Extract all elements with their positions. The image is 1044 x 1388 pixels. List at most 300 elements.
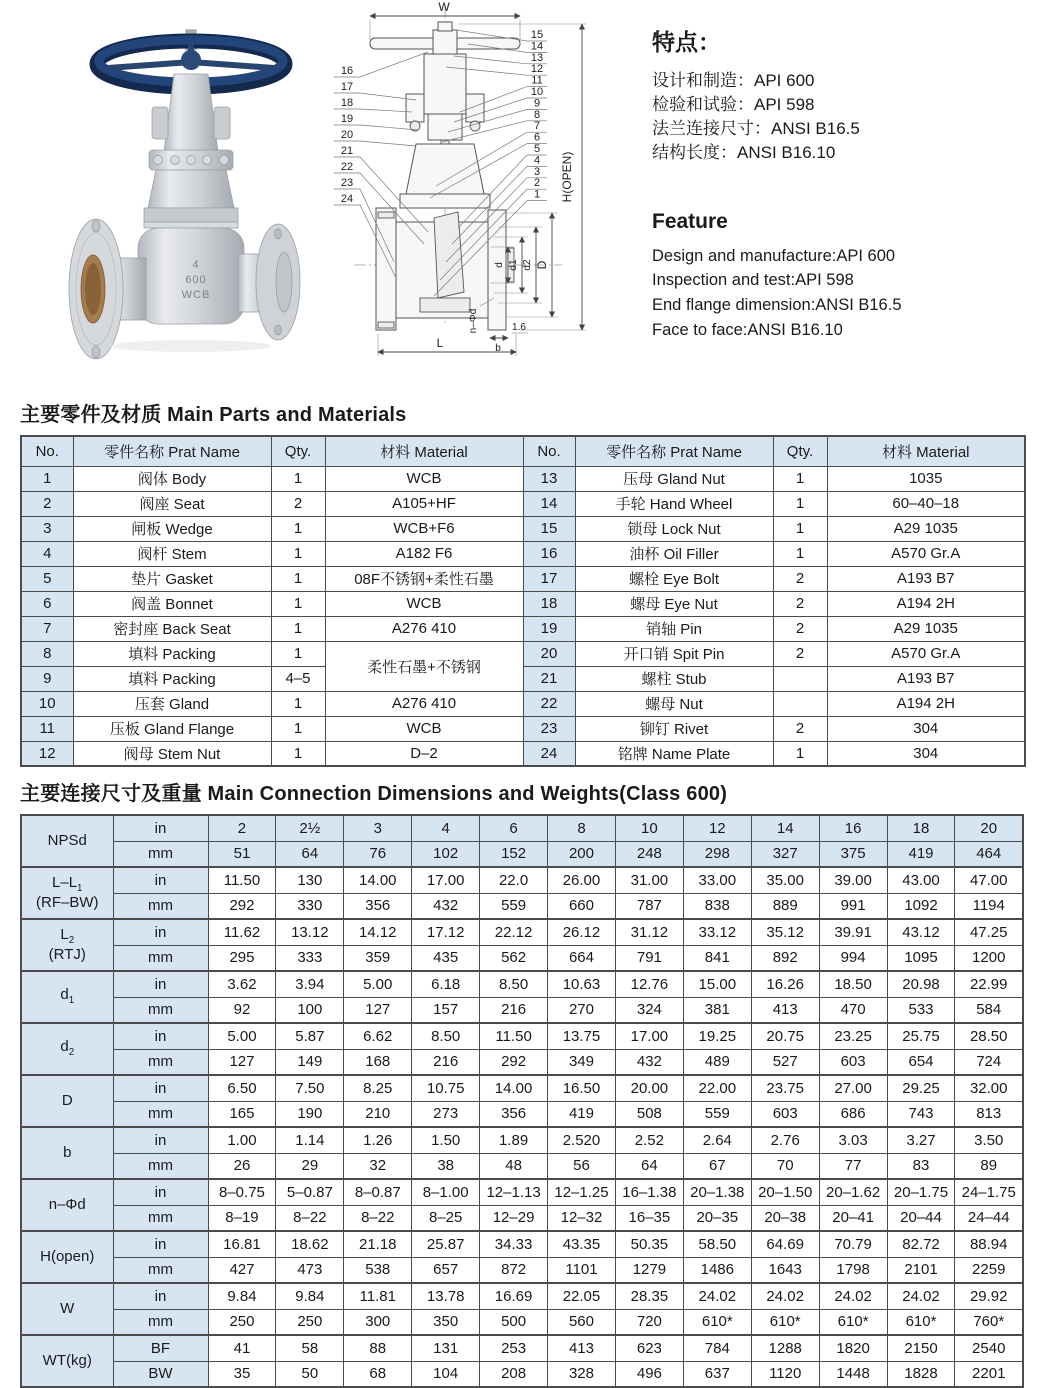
dims-value: 250	[208, 1309, 276, 1335]
parts-table-body	[21, 466, 1025, 766]
part-name: 阀母 Stem Nut	[73, 741, 271, 766]
dims-value: 29.25	[887, 1075, 955, 1101]
part-name: 开口销 Spit Pin	[575, 641, 773, 666]
dims-value: 35.12	[751, 919, 819, 945]
parts-row	[21, 566, 1025, 591]
part-material: A194 2H	[827, 691, 1025, 716]
col-header-qty: Qty.	[271, 436, 325, 466]
dims-row	[21, 815, 1023, 841]
features-panel	[652, 24, 1044, 343]
dims-value: 1279	[615, 1257, 683, 1283]
dims-value: 2540	[955, 1335, 1023, 1361]
dims-value: 9.84	[276, 1283, 344, 1309]
dims-value: 3.50	[955, 1127, 1023, 1153]
bonnet-sketch	[406, 144, 484, 194]
dims-value: 12–29	[480, 1205, 548, 1231]
dims-value: 432	[412, 893, 480, 919]
diagram-part-number: 14	[530, 40, 544, 53]
dims-value: 102	[412, 841, 480, 867]
part-material: D–2	[325, 741, 523, 766]
dims-value: 208	[480, 1361, 548, 1387]
dims-value: 43.00	[887, 867, 955, 893]
col-header-material: 材料 Material	[827, 436, 1025, 466]
dims-value: 190	[276, 1101, 344, 1127]
part-no: 10	[21, 691, 73, 716]
dims-value: 31.00	[615, 867, 683, 893]
dims-value: 991	[819, 893, 887, 919]
part-no: 6	[21, 591, 73, 616]
feature-cn-line: 设计和制造：API 600	[652, 71, 815, 90]
dims-value: 562	[480, 945, 548, 971]
part-no: 24	[523, 741, 575, 766]
dims-value: 22.0	[480, 867, 548, 893]
part-name: 阀盖 Bonnet	[73, 591, 271, 616]
feature-cn-line: 检验和试验：API 598	[652, 95, 815, 115]
valve-body-photo	[69, 74, 300, 359]
dims-value: 11.50	[208, 867, 276, 893]
dims-value: 19.25	[683, 1023, 751, 1049]
diagram-part-number: 7	[533, 120, 541, 133]
dims-value: 657	[412, 1257, 480, 1283]
dims-value: 6.18	[412, 971, 480, 997]
dims-value: 9.84	[208, 1283, 276, 1309]
dims-value: 88.94	[955, 1231, 1023, 1257]
dims-value: 1798	[819, 1257, 887, 1283]
dims-value: 489	[683, 1049, 751, 1075]
dims-value: 419	[548, 1101, 616, 1127]
dims-value: 1486	[683, 1257, 751, 1283]
dims-param-label: $L_2$ (RTJ)	[21, 919, 113, 971]
dims-value: 50	[276, 1361, 344, 1387]
part-name: 油杯 Oil Filler	[575, 541, 773, 566]
dims-value: 8–22	[344, 1205, 412, 1231]
dims-value: 26	[208, 1153, 276, 1179]
dims-value: 2259	[955, 1257, 1023, 1283]
dims-value: 892	[751, 945, 819, 971]
dims-value: 419	[887, 841, 955, 867]
dims-value: 464	[955, 841, 1023, 867]
dims-value: 7.50	[276, 1075, 344, 1101]
diagram-part-number: 13	[530, 51, 544, 64]
right-flange-sketch	[488, 210, 506, 330]
dims-value: 6	[480, 815, 548, 841]
part-material: A570 Gr.A	[827, 641, 1025, 666]
dims-value: 2150	[887, 1335, 955, 1361]
dims-value: 328	[548, 1361, 616, 1387]
part-material: A105+HF	[325, 491, 523, 516]
dims-value: 20–35	[683, 1205, 751, 1231]
diagram-part-number: 24	[340, 193, 354, 205]
part-no: 5	[21, 566, 73, 591]
part-qty	[773, 666, 827, 691]
part-material: A570 Gr.A	[827, 541, 1025, 566]
part-no: 19	[523, 616, 575, 641]
dims-value: 76	[344, 841, 412, 867]
part-material: A193 B7	[827, 566, 1025, 591]
dims-value: 350	[412, 1309, 480, 1335]
dims-value: 610*	[683, 1309, 751, 1335]
part-no: 12	[21, 741, 73, 766]
dims-value: 20–1.38	[683, 1179, 751, 1205]
dims-unit: mm	[113, 997, 208, 1023]
col-header-no: No.	[21, 436, 73, 466]
dims-value: 813	[955, 1101, 1023, 1127]
dims-value: 152	[480, 841, 548, 867]
dims-value: 1288	[751, 1335, 819, 1361]
parts-row	[21, 716, 1025, 741]
dims-value: 39.91	[819, 919, 887, 945]
part-name: 压板 Gland Flange	[73, 716, 271, 741]
dims-value: 31.12	[615, 919, 683, 945]
dims-value: 295	[208, 945, 276, 971]
col-header-material: 材料 Material	[325, 436, 523, 466]
part-qty: 2	[773, 716, 827, 741]
dims-value: 1120	[751, 1361, 819, 1387]
dims-unit: mm	[113, 1257, 208, 1283]
dims-value: 20.00	[615, 1075, 683, 1101]
dims-value: 130	[276, 867, 344, 893]
dims-value: 16–35	[615, 1205, 683, 1231]
lock-nut-sketch	[438, 22, 452, 31]
part-material: 304	[827, 741, 1025, 766]
dims-value: 1.14	[276, 1127, 344, 1153]
dims-value: 43.35	[548, 1231, 616, 1257]
dims-value: 610*	[819, 1309, 887, 1335]
dims-value: 1643	[751, 1257, 819, 1283]
dims-value: 292	[208, 893, 276, 919]
dims-value: 14.00	[344, 867, 412, 893]
dims-value: 50.35	[615, 1231, 683, 1257]
dims-value: 473	[276, 1257, 344, 1283]
dims-row	[21, 919, 1023, 945]
valve-diagram	[330, 0, 640, 385]
left-flange-sketch	[376, 208, 396, 330]
dims-value: 8–19	[208, 1205, 276, 1231]
dims-value: 5.00	[344, 971, 412, 997]
bonnet-flange-sketch	[400, 194, 490, 208]
dims-unit: mm	[113, 841, 208, 867]
part-material: A194 2H	[827, 591, 1025, 616]
marking-class: 600	[185, 274, 207, 286]
dims-value: 13.78	[412, 1283, 480, 1309]
dims-value: 22.12	[480, 919, 548, 945]
dims-value: 8.50	[412, 1023, 480, 1049]
dims-value: 8–0.75	[208, 1179, 276, 1205]
dims-value: 2.520	[548, 1127, 616, 1153]
dims-unit: in	[113, 1179, 208, 1205]
dims-value: 333	[276, 945, 344, 971]
dims-value: 253	[480, 1335, 548, 1361]
eye-bolt-right	[466, 94, 484, 122]
part-material: WCB	[325, 591, 523, 616]
dims-value: 168	[344, 1049, 412, 1075]
dims-unit: BF	[113, 1335, 208, 1361]
dims-value: 13.12	[276, 919, 344, 945]
dims-value: 29	[276, 1153, 344, 1179]
part-qty: 2	[773, 641, 827, 666]
part-qty: 1	[271, 541, 325, 566]
dims-unit: mm	[113, 1049, 208, 1075]
part-no: 1	[21, 466, 73, 491]
dims-value: 165	[208, 1101, 276, 1127]
dims-row	[21, 1179, 1023, 1205]
col-header-no: No.	[523, 436, 575, 466]
dims-value: 375	[819, 841, 887, 867]
dims-value: 660	[548, 893, 616, 919]
dims-value: 2201	[955, 1361, 1023, 1387]
part-qty: 1	[773, 516, 827, 541]
parts-row	[21, 541, 1025, 566]
diagram-part-number: 16	[340, 65, 354, 77]
dims-value: 470	[819, 997, 887, 1023]
dims-value: 11.62	[208, 919, 276, 945]
dims-value: 82.72	[887, 1231, 955, 1257]
dims-value: 6.62	[344, 1023, 412, 1049]
dims-value: 70	[751, 1153, 819, 1179]
diagram-part-number: 1	[533, 188, 541, 201]
top-section	[0, 0, 1044, 388]
dims-value: 250	[276, 1309, 344, 1335]
dims-unit: mm	[113, 893, 208, 919]
dims-value: 28.35	[615, 1283, 683, 1309]
dims-value: 17.00	[412, 867, 480, 893]
dims-param-label: W	[21, 1283, 113, 1335]
part-name: 锁母 Lock Nut	[575, 516, 773, 541]
dims-value: 43.12	[887, 919, 955, 945]
dims-value: 51	[208, 841, 276, 867]
dims-value: 1.50	[412, 1127, 480, 1153]
parts-section-title: 主要零件及材质 Main Parts and Materials	[20, 404, 407, 426]
dims-row	[21, 1075, 1023, 1101]
dims-value: 603	[751, 1101, 819, 1127]
dims-value: 11.50	[480, 1023, 548, 1049]
dims-unit: in	[113, 919, 208, 945]
part-qty: 1	[271, 591, 325, 616]
feature-en-line: Design and manufacture:API 600	[652, 246, 896, 265]
dims-row	[21, 1023, 1023, 1049]
dims-row	[21, 1283, 1023, 1309]
part-qty: 1	[773, 491, 827, 516]
dims-value: 559	[480, 893, 548, 919]
part-qty: 1	[271, 516, 325, 541]
dims-value: 41	[208, 1335, 276, 1361]
dims-row	[21, 841, 1023, 867]
dims-value: 559	[683, 1101, 751, 1127]
dim-d2-label: d2	[522, 259, 533, 271]
dims-value: 6.50	[208, 1075, 276, 1101]
part-material: A276 410	[325, 616, 523, 641]
parts-row	[21, 491, 1025, 516]
part-qty: 2	[271, 491, 325, 516]
dims-param-label: NPSd	[21, 815, 113, 867]
part-name: 螺母 Eye Nut	[575, 591, 773, 616]
dims-value: 131	[412, 1335, 480, 1361]
part-no: 22	[523, 691, 575, 716]
dims-value: 2.64	[683, 1127, 751, 1153]
part-no: 15	[523, 516, 575, 541]
dims-value: 210	[344, 1101, 412, 1127]
col-header-qty: Qty.	[773, 436, 827, 466]
parts-row	[21, 666, 1025, 691]
gland-sketch	[428, 114, 462, 140]
dims-value: 324	[615, 997, 683, 1023]
marking-size: 4	[192, 259, 200, 271]
dims-value: 47.25	[955, 919, 1023, 945]
dims-value: 17.12	[412, 919, 480, 945]
dims-row	[21, 997, 1023, 1023]
col-header-part-name: 零件名称 Prat Name	[73, 436, 271, 466]
dims-value: 20–1.75	[887, 1179, 955, 1205]
dims-unit: in	[113, 971, 208, 997]
part-name: 阀座 Seat	[73, 491, 271, 516]
dims-row	[21, 893, 1023, 919]
dims-value: 273	[412, 1101, 480, 1127]
dims-param-label: $d_2$	[21, 1023, 113, 1075]
dims-value: 5.87	[276, 1023, 344, 1049]
dims-value: 20–1.50	[751, 1179, 819, 1205]
dims-value: 10.75	[412, 1075, 480, 1101]
dims-param-label: $L-L_1$ (RF–BW)	[21, 867, 113, 919]
dims-value: 25.75	[887, 1023, 955, 1049]
dim-l-label: L	[436, 336, 444, 350]
dims-value: 18.62	[276, 1231, 344, 1257]
dims-value: 8–0.87	[344, 1179, 412, 1205]
diagram-part-number: 10	[530, 86, 544, 98]
part-name: 压母 Gland Nut	[575, 466, 773, 491]
dims-value: 92	[208, 997, 276, 1023]
dims-row	[21, 1361, 1023, 1387]
dims-value: 20–38	[751, 1205, 819, 1231]
dims-value: 3.27	[887, 1127, 955, 1153]
dims-value: 88	[344, 1335, 412, 1361]
diagram-part-number: 2	[533, 177, 541, 190]
diagram-part-number: 15	[530, 29, 544, 41]
dims-value: 23.75	[751, 1075, 819, 1101]
dims-value: 724	[955, 1049, 1023, 1075]
dims-value: 64	[615, 1153, 683, 1179]
dims-value: 58	[276, 1335, 344, 1361]
part-material: A182 F6	[325, 541, 523, 566]
dims-unit: mm	[113, 1309, 208, 1335]
part-material: 柔性石墨+不锈钢	[325, 641, 523, 691]
dims-value: 270	[548, 997, 616, 1023]
parts-row	[21, 466, 1025, 491]
dims-value: 15.00	[683, 971, 751, 997]
dims-value: 216	[412, 1049, 480, 1075]
part-qty: 1	[773, 541, 827, 566]
dims-value: 5.00	[208, 1023, 276, 1049]
dim-big-d-label: D	[535, 260, 549, 270]
dims-value: 127	[344, 997, 412, 1023]
dims-value: 841	[683, 945, 751, 971]
dims-value: 3.62	[208, 971, 276, 997]
dims-value: 29.92	[955, 1283, 1023, 1309]
parts-table	[20, 435, 1026, 767]
dims-value: 12	[683, 815, 751, 841]
diagram-part-number: 6	[533, 131, 541, 144]
part-no: 4	[21, 541, 73, 566]
dims-value: 23.25	[819, 1023, 887, 1049]
dims-unit: mm	[113, 1205, 208, 1231]
dims-value: 3	[344, 815, 412, 841]
dims-value: 12.76	[615, 971, 683, 997]
dims-value: 16	[819, 815, 887, 841]
dims-value: 1200	[955, 945, 1023, 971]
dims-unit: BW	[113, 1361, 208, 1387]
dims-value: 67	[683, 1153, 751, 1179]
part-qty: 1	[773, 466, 827, 491]
dims-value: 20–1.62	[819, 1179, 887, 1205]
dims-value: 760*	[955, 1309, 1023, 1335]
dims-value: 432	[615, 1049, 683, 1075]
dims-value: 2	[208, 815, 276, 841]
dims-value: 149	[276, 1049, 344, 1075]
parts-header-row	[21, 436, 1025, 466]
dims-value: 1101	[548, 1257, 616, 1283]
parts-row	[21, 691, 1025, 716]
dims-value: 10	[615, 815, 683, 841]
dims-param-label: n–Φd	[21, 1179, 113, 1231]
dims-value: 20–41	[819, 1205, 887, 1231]
part-material: 08F不锈钢+柔性石墨	[325, 566, 523, 591]
diagram-part-number: 17	[340, 81, 354, 93]
dims-value: 248	[615, 841, 683, 867]
features-en-title: Feature	[652, 209, 728, 233]
dims-value: 1194	[955, 893, 1023, 919]
dims-value: 38	[412, 1153, 480, 1179]
dims-row	[21, 1101, 1023, 1127]
dims-value: 14.12	[344, 919, 412, 945]
dims-value: 1092	[887, 893, 955, 919]
dims-value: 637	[683, 1361, 751, 1387]
dims-row	[21, 1335, 1023, 1361]
dims-value: 743	[887, 1101, 955, 1127]
dims-value: 435	[412, 945, 480, 971]
dims-value: 664	[548, 945, 616, 971]
bonnet	[148, 170, 234, 208]
dims-value: 24–44	[955, 1205, 1023, 1231]
dims-value: 1.00	[208, 1127, 276, 1153]
parts-row	[21, 616, 1025, 641]
dims-value: 16.81	[208, 1231, 276, 1257]
dims-value: 413	[751, 997, 819, 1023]
feature-en-line: Face to face:ANSI B16.10	[652, 320, 843, 339]
dims-value: 200	[548, 841, 616, 867]
part-qty: 1	[271, 566, 325, 591]
part-name: 密封座 Back Seat	[73, 616, 271, 641]
dims-value: 427	[208, 1257, 276, 1283]
dims-value: 300	[344, 1309, 412, 1335]
dim-w-label: W	[438, 0, 450, 14]
dims-value: 77	[819, 1153, 887, 1179]
dims-value: 8–1.00	[412, 1179, 480, 1205]
dims-value: 533	[887, 997, 955, 1023]
part-material: WCB	[325, 716, 523, 741]
dims-value: 35.00	[751, 867, 819, 893]
part-name: 闸板 Wedge	[73, 516, 271, 541]
dims-value: 787	[615, 893, 683, 919]
dims-value: 14	[751, 815, 819, 841]
part-no: 20	[523, 641, 575, 666]
dims-value: 17.00	[615, 1023, 683, 1049]
dims-value: 33.00	[683, 867, 751, 893]
part-name: 螺母 Nut	[575, 691, 773, 716]
part-no: 18	[523, 591, 575, 616]
dims-unit: in	[113, 1023, 208, 1049]
dims-value: 20.75	[751, 1023, 819, 1049]
dims-value: 413	[548, 1335, 616, 1361]
diagram-part-number: 5	[533, 143, 541, 155]
